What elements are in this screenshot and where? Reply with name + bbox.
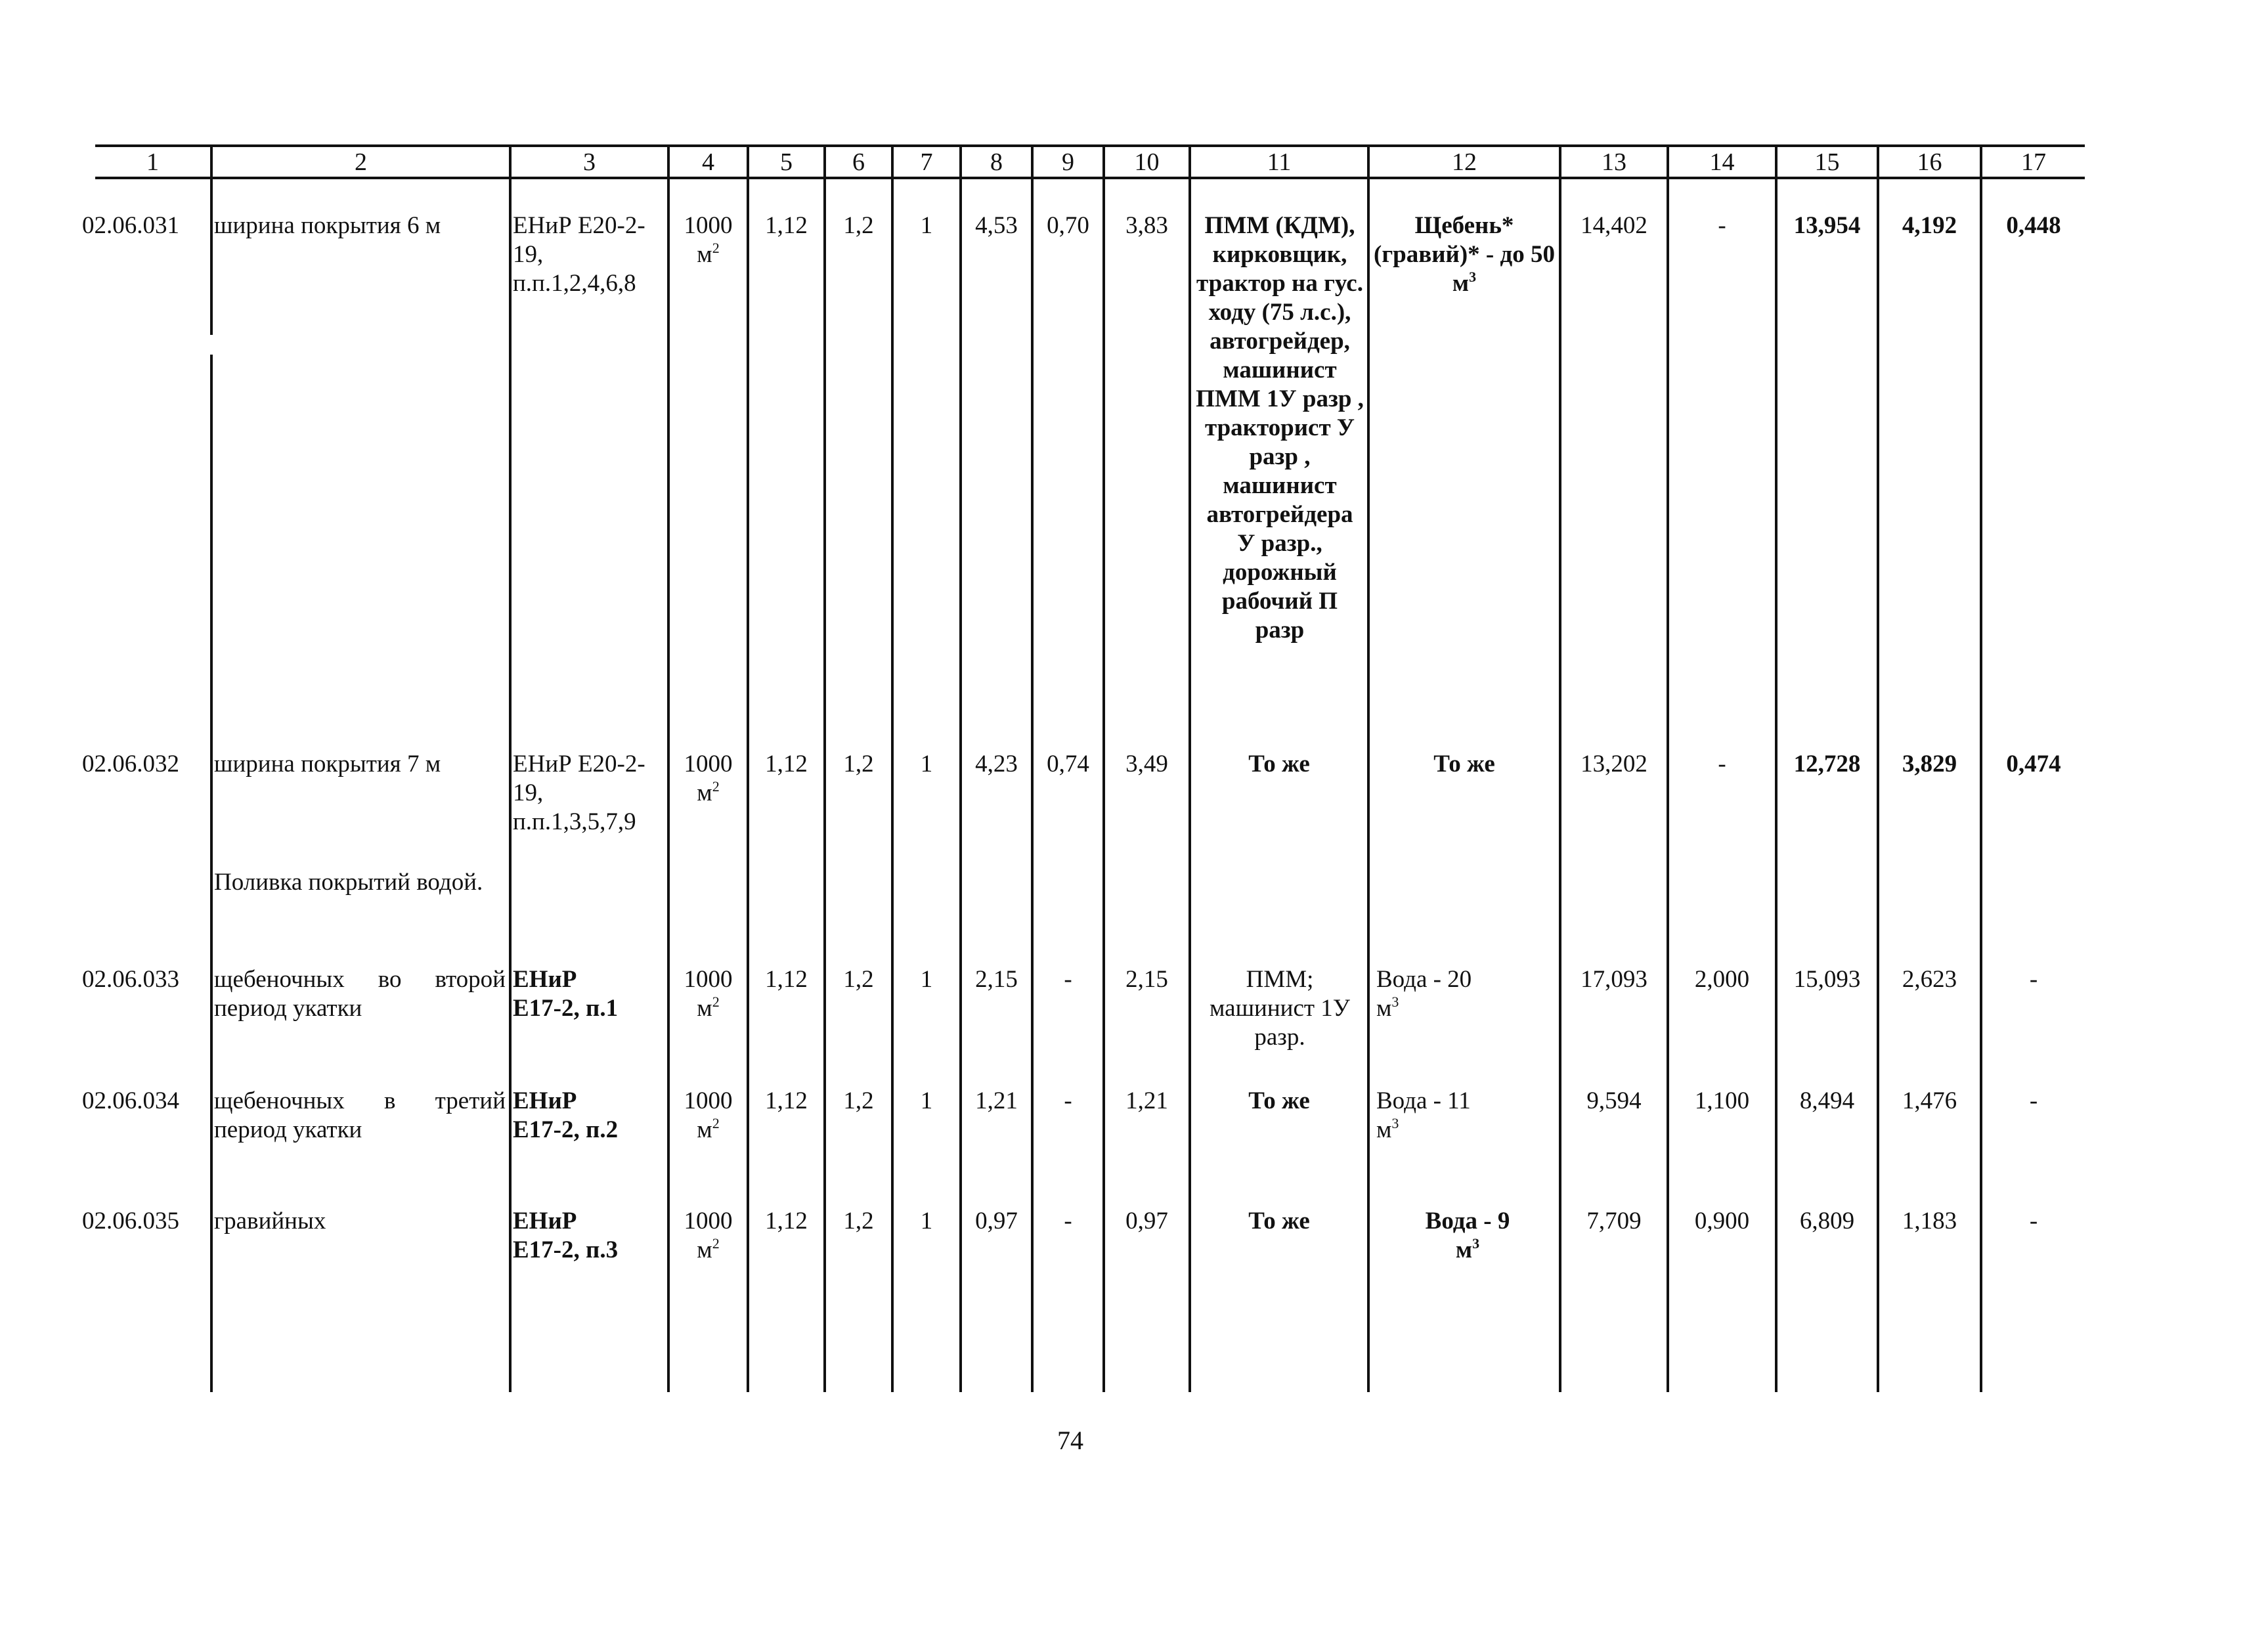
row-col16: 3,829: [1902, 751, 1957, 777]
materials-text: Вода - 11 м: [1376, 1087, 1471, 1143]
row-col17: 0,448: [2006, 212, 2061, 239]
row-col16: 1,476: [1902, 1087, 1957, 1114]
unit-power: 2: [712, 994, 720, 1010]
row-name: ширина покрытия 7 м: [214, 751, 441, 777]
row-unit: [670, 965, 747, 1023]
materials-text: Вода - 20 м: [1376, 966, 1472, 1022]
row-col5: 1,12: [765, 966, 808, 993]
row-norm: ЕНиР Е17-2, п.2: [513, 1087, 619, 1143]
row-col8: 4,53: [975, 212, 1018, 239]
row-col14: 2,000: [1694, 966, 1750, 993]
row-materials: [1412, 1207, 1523, 1265]
row-machines: ПММ; машинист 1У разр.: [1209, 966, 1350, 1051]
row-name: щебеночных в третий период укатки: [214, 1087, 506, 1143]
row-unit: [670, 1087, 747, 1145]
row-col8: 2,15: [975, 966, 1018, 993]
row-col8: 4,23: [975, 751, 1018, 777]
unit-power: 2: [712, 1235, 720, 1252]
row-col13: 13,202: [1581, 751, 1647, 777]
unit-value: 1000: [684, 1087, 733, 1114]
row-col6: 1,2: [843, 1208, 874, 1235]
unit-power: 2: [712, 240, 720, 256]
row-unit: [670, 750, 747, 808]
table-top-rule: [95, 144, 2085, 147]
column-number-11: 11: [1267, 148, 1292, 176]
column-number-5: 5: [780, 148, 793, 176]
column-number-12: 12: [1452, 148, 1477, 176]
row-norm: ЕНиР Е20-2-19, п.п.1,3,5,7,9: [513, 751, 645, 835]
column-number-7: 7: [920, 148, 933, 176]
column-rule: [509, 146, 512, 1392]
row-col10: 2,15: [1125, 966, 1168, 993]
column-number-3: 3: [583, 148, 596, 176]
row-unit: [670, 211, 747, 269]
row-materials: [1376, 965, 1494, 1023]
row-col5: 1,12: [765, 1087, 808, 1114]
row-col9: -: [1064, 1208, 1072, 1235]
column-number-10: 10: [1134, 148, 1160, 176]
row-name: гравийных: [214, 1208, 326, 1235]
row-col6: 1,2: [843, 1087, 874, 1114]
materials-text: Щебень* (гравий)* - до 50 м: [1374, 212, 1555, 297]
row-col13: 17,093: [1581, 966, 1647, 993]
row-col15: 8,494: [1799, 1087, 1855, 1114]
unit-value: 1000: [684, 1208, 733, 1235]
row-col9: 0,70: [1047, 212, 1089, 239]
column-number-15: 15: [1814, 148, 1840, 176]
unit-measure-text: м: [697, 995, 712, 1022]
row-col16: 2,623: [1902, 966, 1957, 993]
row-name: ширина покрытия 6 м: [214, 212, 441, 239]
section-title: Поливка покрытий водой.: [214, 869, 483, 896]
page-number: 74: [1057, 1426, 1083, 1455]
row-unit: [670, 1207, 747, 1265]
row-col14: 1,100: [1694, 1087, 1750, 1114]
row-norm: ЕНиР Е17-2, п.1: [513, 966, 619, 1022]
row-col7: 1: [920, 966, 933, 993]
column-rule: [1367, 177, 1370, 1392]
unit-measure-text: м: [697, 1116, 712, 1143]
unit-power: 2: [712, 778, 720, 795]
row-code: 02.06.031: [82, 212, 179, 239]
row-machines: То же: [1248, 751, 1310, 777]
row-code: 02.06.033: [82, 966, 179, 993]
unit-value: 1000: [684, 966, 733, 993]
row-machines: ПММ (КДМ), кирковщик, трактор на гус. ходу (75 л.с.), автогрейдер, машинист ПММ 1У разр , тракторист У разр , машинист автогрейдера У разр., дорожный рабочий П разр: [1196, 212, 1364, 644]
unit-measure-text: м: [697, 779, 712, 806]
row-materials: [1376, 1087, 1494, 1145]
materials-power: 3: [1391, 994, 1399, 1010]
row-col10: 3,83: [1125, 212, 1168, 239]
row-col5: 1,12: [765, 212, 808, 239]
row-col9: -: [1064, 966, 1072, 993]
row-col5: 1,12: [765, 1208, 808, 1235]
row-col8: 1,21: [975, 1087, 1018, 1114]
column-number-2: 2: [355, 148, 367, 176]
row-col14: -: [1718, 751, 1726, 777]
column-number-14: 14: [1709, 148, 1735, 176]
row-materials: То же: [1433, 751, 1495, 777]
materials-power: 3: [1472, 1235, 1480, 1252]
row-col6: 1,2: [843, 966, 874, 993]
row-machines: То же: [1248, 1208, 1310, 1235]
unit-power: 2: [712, 1115, 720, 1131]
row-code: 02.06.034: [82, 1087, 179, 1114]
column-number-6: 6: [852, 148, 865, 176]
unit-measure: [670, 240, 747, 269]
row-col5: 1,12: [765, 751, 808, 777]
unit-value: 1000: [684, 751, 733, 777]
column-number-16: 16: [1917, 148, 1942, 176]
column-rule: [210, 355, 213, 1392]
row-col10: 1,21: [1125, 1087, 1168, 1114]
row-norm: ЕНиР Е20-2-19, п.п.1,2,4,6,8: [513, 212, 645, 297]
row-col13: 9,594: [1586, 1087, 1642, 1114]
row-col15: 12,728: [1793, 751, 1861, 777]
row-materials: [1372, 211, 1556, 298]
row-col10: 0,97: [1125, 1208, 1168, 1235]
header-bottom-rule: [95, 177, 2085, 179]
row-machines: То же: [1248, 1087, 1310, 1114]
unit-measure-text: м: [697, 1236, 712, 1263]
row-col15: 6,809: [1799, 1208, 1855, 1235]
row-col14: -: [1718, 212, 1726, 239]
unit-measure: [670, 1116, 747, 1145]
row-col16: 4,192: [1902, 212, 1957, 239]
row-col7: 1: [920, 1087, 933, 1114]
row-col15: 15,093: [1793, 966, 1861, 993]
unit-value: 1000: [684, 212, 733, 239]
row-col15: 13,954: [1793, 212, 1861, 239]
row-col9: 0,74: [1047, 751, 1089, 777]
materials-text: Вода - 9 м: [1425, 1208, 1510, 1263]
row-col7: 1: [920, 212, 933, 239]
row-norm: ЕНиР Е17-2, п.3: [513, 1208, 619, 1263]
row-col6: 1,2: [843, 212, 874, 239]
unit-measure: [670, 1236, 747, 1265]
column-rule: [210, 177, 213, 335]
row-col9: -: [1064, 1087, 1072, 1114]
unit-measure: [670, 994, 747, 1023]
row-col6: 1,2: [843, 751, 874, 777]
column-number-9: 9: [1062, 148, 1074, 176]
row-col17: 0,474: [2006, 751, 2061, 777]
row-col16: 1,183: [1902, 1208, 1957, 1235]
column-number-4: 4: [702, 148, 714, 176]
row-col14: 0,900: [1694, 1208, 1750, 1235]
materials-power: 3: [1469, 269, 1477, 285]
row-name: щебеночных во второй период укатки: [214, 966, 506, 1022]
row-col17: -: [2029, 966, 2038, 993]
unit-measure-text: м: [697, 241, 712, 268]
column-number-1: 1: [146, 148, 159, 176]
row-col8: 0,97: [975, 1208, 1018, 1235]
column-number-17: 17: [2021, 148, 2046, 176]
row-col13: 14,402: [1581, 212, 1647, 239]
row-code: 02.06.032: [82, 751, 179, 777]
column-number-8: 8: [990, 148, 1003, 176]
row-code: 02.06.035: [82, 1208, 179, 1235]
row-col7: 1: [920, 751, 933, 777]
row-col10: 3,49: [1125, 751, 1168, 777]
row-col17: -: [2029, 1208, 2038, 1235]
unit-measure: [670, 779, 747, 808]
column-number-13: 13: [1602, 148, 1626, 176]
row-col17: -: [2029, 1087, 2038, 1114]
row-col7: 1: [920, 1208, 933, 1235]
row-col13: 7,709: [1586, 1208, 1642, 1235]
materials-power: 3: [1391, 1115, 1399, 1131]
